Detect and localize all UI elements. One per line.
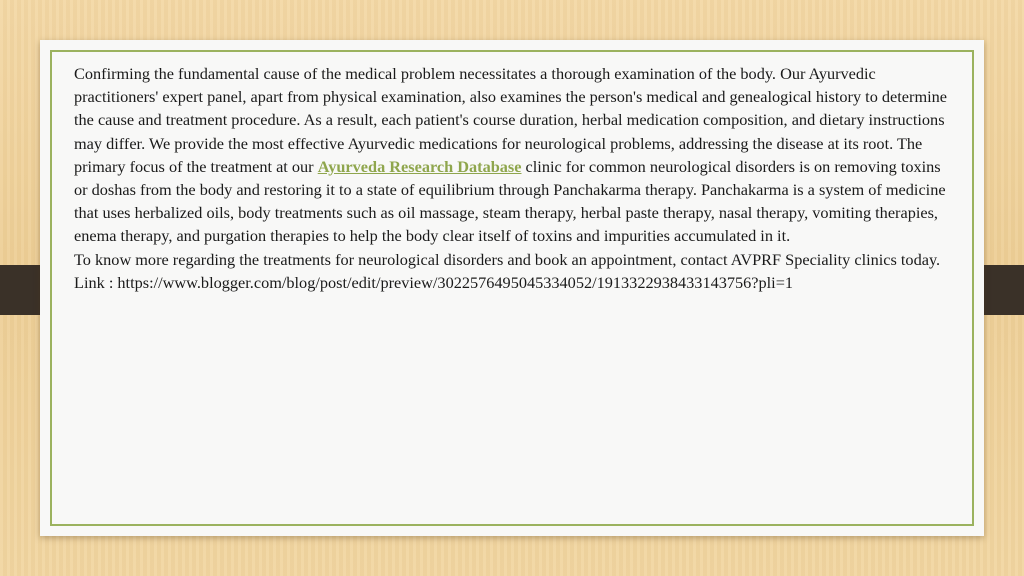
left-side-tab [0,265,40,315]
contact-paragraph: To know more regarding the treatments for neurological disorders and book an appointment, contact AVPRF Speciality clinics today. [74,249,941,269]
body-paragraph [74,62,954,248]
link-paragraph: Link : https://www.blogger.com/blog/post/edit/preview/3022576495045334052/1913322938433143756?pli=1 [74,272,794,292]
slide-content [74,62,954,294]
ayurveda-research-database-link[interactable]: Ayurveda Research Database [317,156,522,176]
paragraph-text-before-link: Confirming the fundamental cause of the medical problem necessitates a thorough examination of the body. Our Ayurvedic practitioners' expert panel, apart from physical examination, also examines the person's medical and genealogical history to determine the cause and treatment procedure. As a result, each patient's course duration, herbal medication composition, and dietary instructions may differ. We provide the most effective Ayurvedic medications for neurological problems, addressing the disease at its root. The primary focus of the treatment at our [74,64,947,176]
paragraph-text-after-link: clinic for common neurological disorders is on removing toxins or doshas from the body and restoring it to a state of equilibrium through Panchakarma therapy. Panchakarma is a system of medicine that uses herbalized oils, body treatments such as oil massage, steam therapy, herbal paste therapy, nasal therapy, vomiting therapies, enema therapy, and purgation therapies to help the body clear itself of toxins and impurities accumulated in it. [74,156,946,246]
slide-card [40,40,984,536]
